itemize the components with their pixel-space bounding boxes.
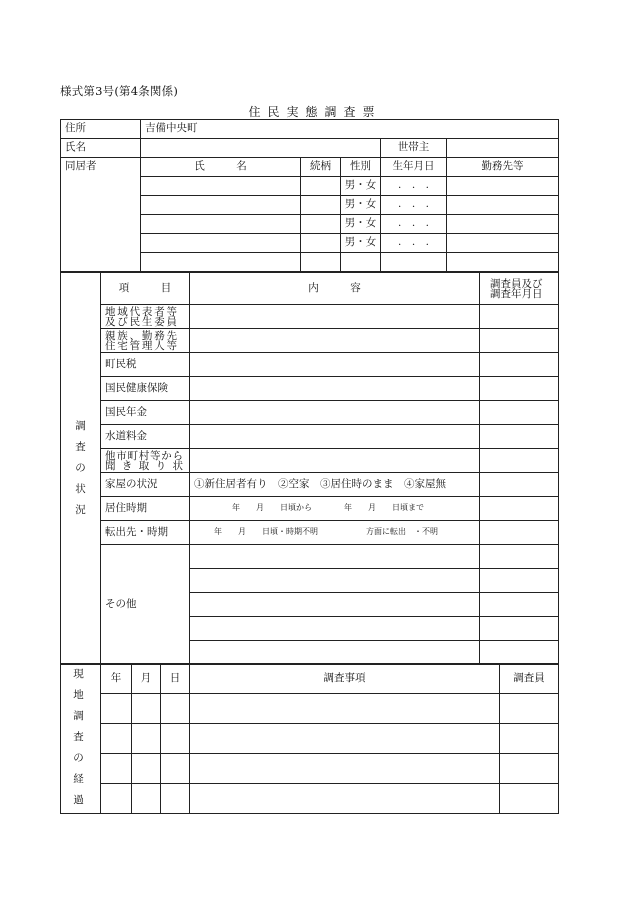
investigator-field[interactable] (500, 694, 559, 724)
table-row (61, 724, 559, 754)
cohabitant-name-field[interactable] (141, 177, 301, 196)
col-workplace-header: 勤務先等 (447, 158, 559, 177)
investigator-field[interactable] (480, 521, 559, 545)
year-field[interactable] (101, 754, 132, 784)
cohabitant-sex-option[interactable]: 男・女 (341, 215, 381, 234)
item-other: その他 (101, 545, 190, 665)
cohabitant-workplace-field[interactable] (447, 253, 559, 272)
investigator-field[interactable] (500, 754, 559, 784)
col-investigator-header: 調査員及び調査年月日 (480, 273, 559, 305)
investigator-field[interactable] (480, 617, 559, 641)
investigator-field[interactable] (480, 593, 559, 617)
col-month-header: 月 (132, 664, 161, 694)
content-field[interactable] (190, 641, 480, 665)
col-year-header: 年 (101, 664, 132, 694)
investigator-field[interactable] (480, 305, 559, 329)
month-field[interactable] (132, 694, 161, 724)
cohabitant-birthdate-field[interactable]: . . . (381, 196, 447, 215)
survey-status-table (60, 272, 559, 665)
day-field[interactable] (161, 754, 190, 784)
investigator-field[interactable] (480, 425, 559, 449)
page-title: 住民実態調査票 (248, 105, 382, 119)
content-field[interactable] (190, 353, 480, 377)
item-moveout-period: 転出先・時期 (101, 521, 190, 545)
cohabitant-name-field[interactable] (141, 196, 301, 215)
day-field[interactable] (161, 724, 190, 754)
householder-label: 世帯主 (381, 139, 447, 158)
content-field[interactable] (190, 449, 480, 473)
address-field[interactable]: 吉備中央町 (141, 120, 559, 139)
investigator-field[interactable] (480, 377, 559, 401)
cohabitant-relation-field[interactable] (301, 215, 341, 234)
cohabitant-workplace-field[interactable] (447, 234, 559, 253)
item-national-pension: 国民年金 (101, 401, 190, 425)
investigator-field[interactable] (480, 449, 559, 473)
investigator-field[interactable] (480, 401, 559, 425)
matters-field[interactable] (190, 754, 500, 784)
table-row (61, 784, 559, 814)
address-label: 住所 (61, 120, 141, 139)
investigator-field[interactable] (480, 353, 559, 377)
item-health-insurance: 国民健康保険 (101, 377, 190, 401)
cohabitant-birthdate-field[interactable]: . . . (381, 234, 447, 253)
col-day-header: 日 (161, 664, 190, 694)
investigator-field[interactable] (480, 641, 559, 665)
content-field[interactable] (190, 377, 480, 401)
matters-field[interactable] (190, 724, 500, 754)
onsite-side-label: 現地調査の経過 (61, 664, 101, 814)
col-relation-header: 続柄 (301, 158, 341, 177)
col-content-header: 内 容 (190, 273, 480, 305)
investigator-field[interactable] (500, 724, 559, 754)
content-field[interactable] (190, 305, 480, 329)
content-field[interactable] (190, 425, 480, 449)
content-field[interactable] (190, 593, 480, 617)
cohabitant-relation-field[interactable] (301, 234, 341, 253)
day-field[interactable] (161, 694, 190, 724)
form-number-label: 様式第3号(第4条関係) (60, 84, 179, 98)
cohabitant-sex-field[interactable] (341, 253, 381, 272)
year-field[interactable] (101, 694, 132, 724)
item-house-status: 家屋の状況 (101, 473, 190, 497)
item-community-representative: 地域代表者等及び民生委員 (101, 305, 190, 329)
investigator-field[interactable] (480, 329, 559, 353)
year-field[interactable] (101, 784, 132, 814)
item-town-tax: 町民税 (101, 353, 190, 377)
content-field[interactable] (190, 329, 480, 353)
col-investigator-header: 調査員 (500, 664, 559, 694)
investigator-field[interactable] (480, 569, 559, 593)
table-row (61, 694, 559, 724)
year-field[interactable] (101, 724, 132, 754)
cohabitant-birthdate-field[interactable]: . . . (381, 215, 447, 234)
resident-info-table (60, 119, 559, 272)
investigator-field[interactable] (480, 497, 559, 521)
table-row (61, 754, 559, 784)
name-field[interactable] (141, 139, 381, 158)
householder-field[interactable] (447, 139, 559, 158)
col-birthdate-header: 生年月日 (381, 158, 447, 177)
cohabitant-relation-field[interactable] (301, 177, 341, 196)
cohabitant-workplace-field[interactable] (447, 196, 559, 215)
matters-field[interactable] (190, 784, 500, 814)
content-field[interactable] (190, 569, 480, 593)
investigator-field[interactable] (500, 784, 559, 814)
cohabitant-workplace-field[interactable] (447, 177, 559, 196)
cohabitant-workplace-field[interactable] (447, 215, 559, 234)
matters-field[interactable] (190, 694, 500, 724)
month-field[interactable] (132, 724, 161, 754)
day-field[interactable] (161, 784, 190, 814)
content-field[interactable] (190, 545, 480, 569)
col-sex-header: 性別 (341, 158, 381, 177)
residence-period-field[interactable]: 年 月 日頃から 年 月 日頃まで (190, 497, 480, 521)
cohabitant-sex-option[interactable]: 男・女 (341, 177, 381, 196)
cohabitant-name-field[interactable] (141, 253, 301, 272)
col-item-header: 項 目 (101, 273, 190, 305)
content-field[interactable] (190, 617, 480, 641)
investigator-field[interactable] (480, 473, 559, 497)
col-matters-header: 調査事項 (190, 664, 500, 694)
cohabitant-sex-option[interactable]: 男・女 (341, 234, 381, 253)
house-status-options[interactable]: ①新住居者有り ②空家 ③居住時のまま ④家屋無 (190, 473, 480, 497)
moveout-period-field[interactable]: 年 月 日頃・時期不明 方面に転出 ・不明 (190, 521, 480, 545)
cohabitant-relation-field[interactable] (301, 253, 341, 272)
item-other-municipalities: 他市町村等から聞き取り状 (101, 449, 190, 473)
cohabitant-name-field[interactable] (141, 234, 301, 253)
item-relatives-workplace: 親族、勤務先住宅管理人等 (101, 329, 190, 353)
cohabitant-sex-option[interactable]: 男・女 (341, 196, 381, 215)
item-residence-period: 居住時期 (101, 497, 190, 521)
investigator-field[interactable] (480, 545, 559, 569)
survey-side-label: 調査の状況 (61, 273, 101, 665)
name-label: 氏名 (61, 139, 141, 158)
cohabitant-relation-field[interactable] (301, 196, 341, 215)
month-field[interactable] (132, 754, 161, 784)
cohabitant-name-field[interactable] (141, 215, 301, 234)
col-name-header: 氏 名 (141, 158, 301, 177)
cohabitants-label: 同居者 (61, 158, 141, 272)
cohabitant-birthdate-field[interactable] (381, 253, 447, 272)
month-field[interactable] (132, 784, 161, 814)
content-field[interactable] (190, 401, 480, 425)
cohabitant-birthdate-field[interactable]: . . . (381, 177, 447, 196)
onsite-survey-table (60, 663, 559, 814)
item-water-fee: 水道料金 (101, 425, 190, 449)
